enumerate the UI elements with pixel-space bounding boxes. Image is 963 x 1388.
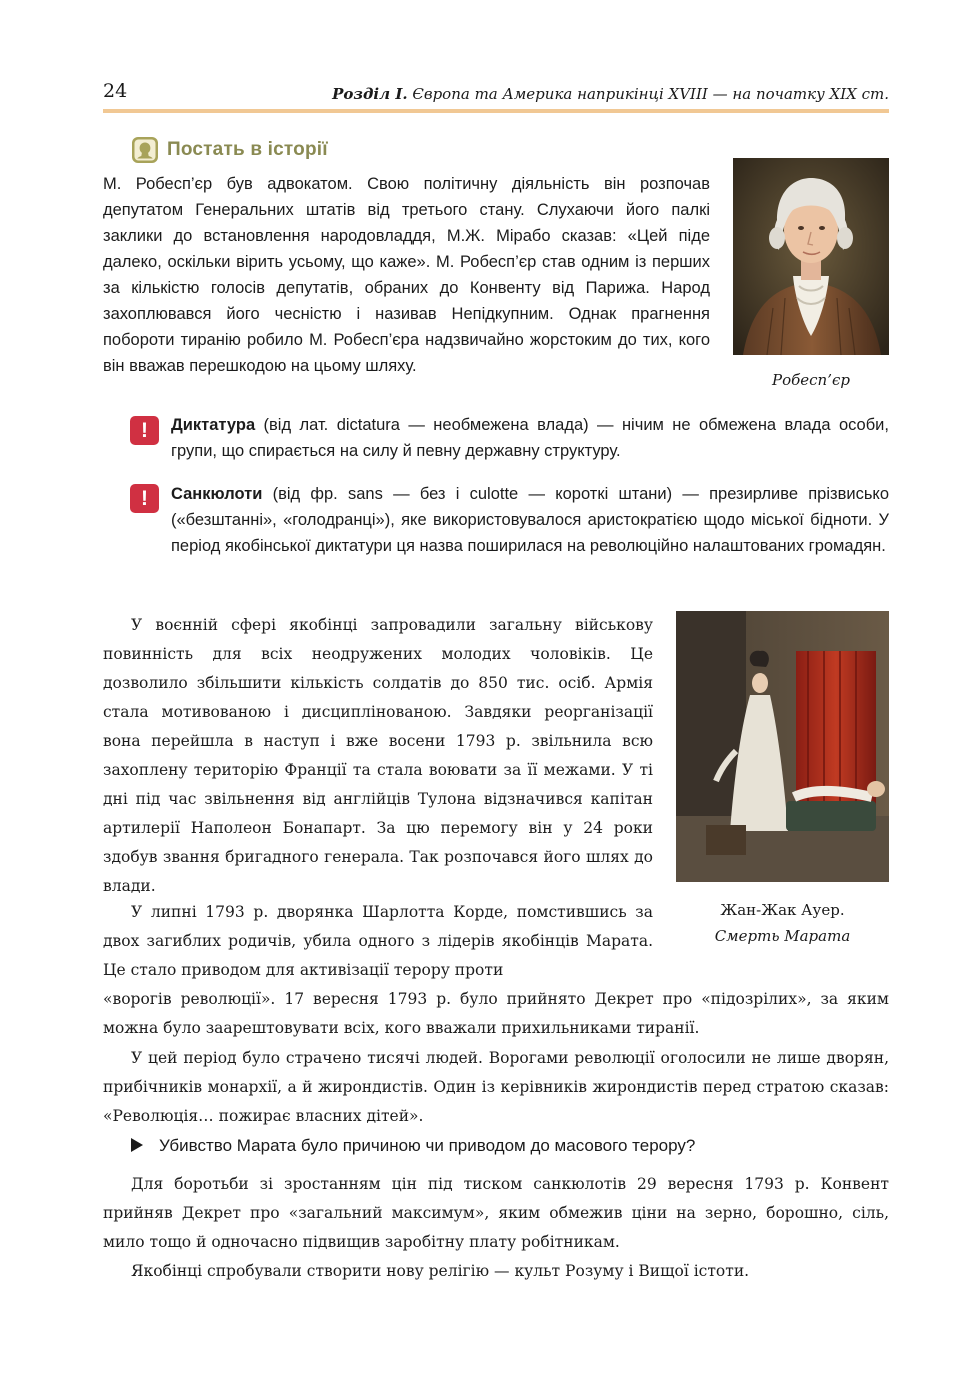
portrait-caption: Робесп’єр bbox=[772, 371, 850, 389]
death-of-marat-painting-image bbox=[676, 611, 889, 882]
exclamation-icon: ! bbox=[130, 416, 159, 445]
paragraph-military: У воєнній сфері якобінці запровадили загальну військову повинність для всіх неодружених молодих чоловіків. Це дозволило збільшити кількість солдатів до 850 тис. осіб. Армія стала мотивованою і дисциплінованою. Завдяки реорганізації вона перейшла в наступ і вже восени 1793 р. звільнила всю захоплену територію Франції та стала воювати за її межами. У ті дні під час звільнення від англійців Тулона відзначився капітан артилерії Наполеон Бонапарт. За цю перемогу він у 24 роки здобув звання бригадного генерала. Так розпочався його шлях до влади. bbox=[103, 616, 653, 895]
question-text: Убивство Марата було причиною чи приводом до масового терору? bbox=[159, 1136, 696, 1155]
page-number: 24 bbox=[103, 80, 128, 102]
term-definition: (від фр. sans — без і culotte — короткі штани) — презирливе прізвисько («безштанні», «голодранці»), яке використовувалося аристократією щодо міської бідноти. У період якобінської диктатури ця назва поширилася на революційно налаштованих громадян. bbox=[171, 485, 889, 555]
running-header bbox=[332, 85, 889, 103]
robespierre-portrait-image bbox=[733, 158, 889, 355]
section-title: Європа та Америка наприкінці XVIII — на початку ХІХ ст. bbox=[412, 85, 889, 103]
question-line bbox=[131, 1136, 695, 1156]
term-dictatorship bbox=[171, 412, 889, 464]
term-name: Санкюлоти bbox=[171, 485, 263, 503]
term-definition: (від лат. dictatura — необмежена влада) — нічим не обмежена влада особи, групи, що спирається на силу й певну державну структуру. bbox=[171, 416, 889, 460]
box-title: Постать в історії bbox=[167, 139, 328, 160]
header-rule bbox=[103, 109, 889, 113]
term-name: Диктатура bbox=[171, 416, 256, 434]
figure-in-history-heading bbox=[131, 136, 328, 164]
robespierre-bio: М. Робесп’єр був адвокатом. Свою політичну діяльність він розпочав депутатом Генеральних штатів від третього стану. Слухаючи його палкі заклики до встановлення народовладдя, М.Ж. Мірабо сказав: «Цей піде далеко, оскільки вірить усьому, що каже». М. Робесп’єр став одним із перших за кількістю голосів депутатів, обраних до Конвенту від Парижа. Народ захоплювався його чесністю і називав Непідкупним. Однак прагнення побороти тиранію робило М. Робесп’єра надзвичайно жорстоким до тих, кого він вважав перешкодою на цьому шляху. bbox=[103, 175, 710, 375]
person-silhouette-icon bbox=[131, 136, 159, 164]
painting-author: Жан-Жак Ауер. bbox=[720, 901, 845, 919]
painting-title: Смерть Марата bbox=[714, 927, 851, 945]
paragraph-religion: Якобінці спробували створити нову релігію — культ Розуму і Вищої істоти. bbox=[131, 1262, 750, 1280]
painting-caption bbox=[676, 897, 889, 949]
paragraph-maximum: Для боротьби зі зростанням цін під тиском санкюлотів 29 вересня 1793 р. Конвент прийняв Декрет про «загальний максимум», яким обмежив ціни на зерно, борошно, сіль, мило тощо й одночасно підвищив заробітну плату робітникам. bbox=[103, 1175, 889, 1251]
section-label: Розділ І. bbox=[332, 85, 408, 103]
paragraph-corday: У липні 1793 р. дворянка Шарлотта Корде, помстившись за двох загиблих родичів, убила одного з лідерів якобінців Марата. Це стало приводом для активізації терору проти bbox=[103, 903, 653, 979]
exclamation-icon: ! bbox=[130, 484, 159, 513]
paragraph-terror: У цей період було страчено тисячі людей. Ворогами революції оголосили не лише дворян, прибічників монархії, а й жирондистів. Один із керівників жирондистів перед стратою сказав: «Революція… пожирає власних дітей». bbox=[103, 1049, 889, 1125]
triangle-arrow-icon bbox=[131, 1138, 143, 1152]
paragraph-corday-continued: «ворогів революції». 17 вересня 1793 р. було прийнято Декрет про «підозрілих», за яким можна було заарештовувати всіх, кого вважали прихильниками тиранії. bbox=[103, 990, 889, 1037]
term-sans-culottes bbox=[171, 481, 889, 559]
